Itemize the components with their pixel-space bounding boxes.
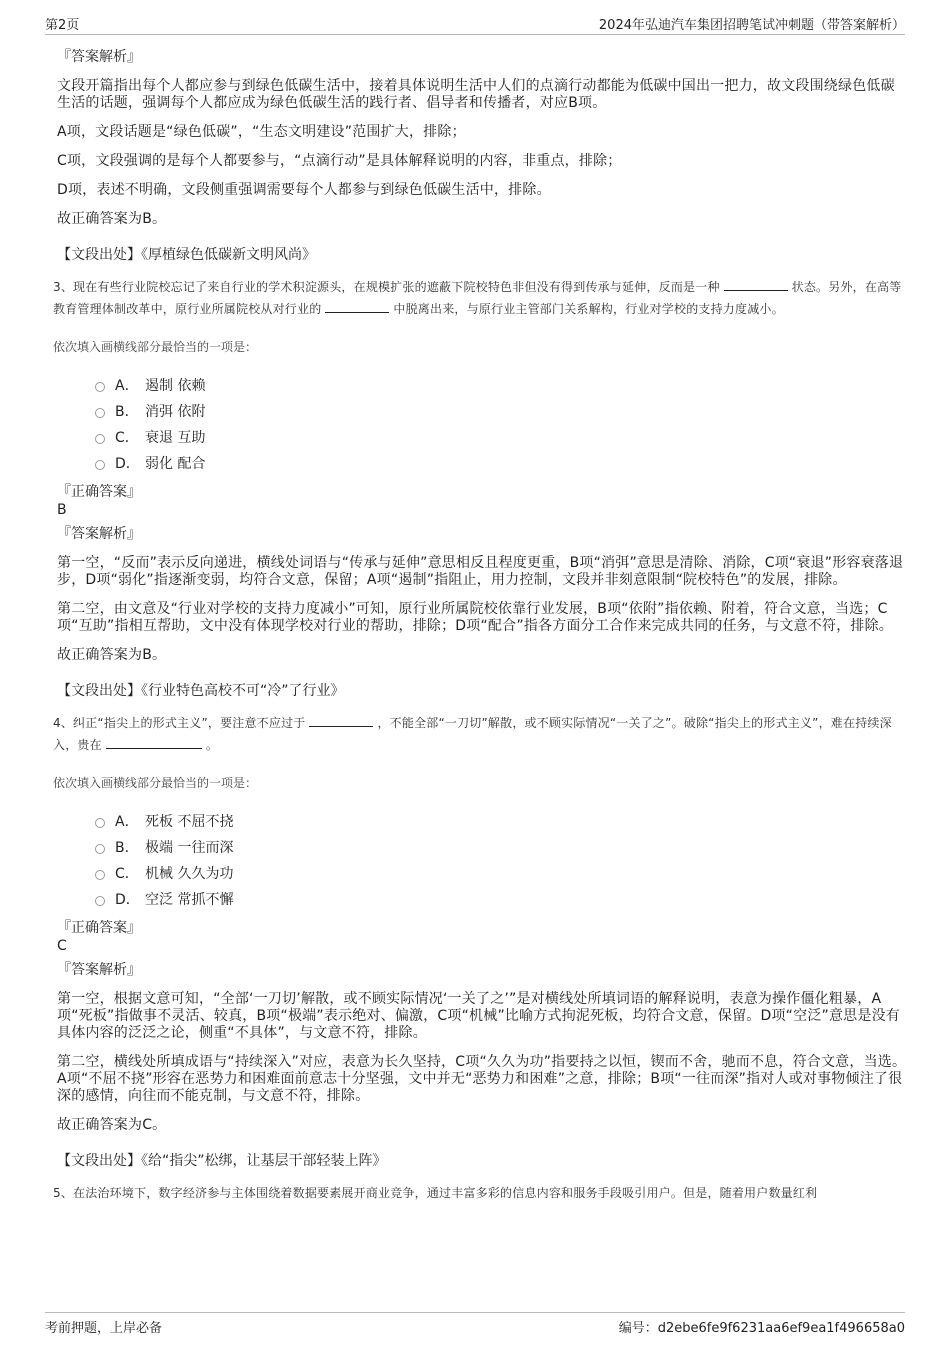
radio-icon[interactable] <box>95 896 105 906</box>
question-hint: 依次填入画横线部分最恰当的一项是： <box>53 340 258 354</box>
page-header <box>45 14 905 35</box>
fill-blank <box>309 714 373 727</box>
fill-blank <box>724 278 788 291</box>
analysis-paragraph: 第一空，根据文意可知，“全部‘一刀切’解散，或不顾实际情况‘一关了之’”是对横线处所填词语的解释说明，表意为操作僵化粗暴，A项“死板”指做事不灵活、较真，B项“极端”表示绝对、偏激，C项“机械”比喻方式拘泥死板，均符合文意，保留。D项“空泛”意思是没有具体内容的泛泛之论，侧重“不具体”，与文意不符，排除。 <box>57 991 900 1041</box>
answer-tag: 『正确答案』 <box>57 920 141 936</box>
option-letter: D． <box>115 456 140 472</box>
source-citation: 【文段出处】《厚植绿色低碳新文明风尚》 <box>57 247 316 263</box>
analysis-paragraph: A项，文段话题是“绿色低碳”，“生态文明建设”范围扩大，排除； <box>57 124 466 140</box>
question-4-stem <box>53 712 908 756</box>
radio-icon[interactable] <box>95 434 105 444</box>
page-number: 第2页 <box>45 18 80 33</box>
question-4-options <box>95 809 908 913</box>
conclusion: 故正确答案为B。 <box>57 211 167 227</box>
page-footer <box>45 1312 905 1337</box>
option-letter: A． <box>115 814 139 830</box>
option-text: 机械 久久为功 <box>145 866 234 882</box>
option-text: 弱化 配合 <box>145 456 206 472</box>
question-3-options <box>95 373 908 477</box>
option-letter: C． <box>115 866 139 882</box>
option-text: 死板 不屈不挠 <box>145 814 234 830</box>
question-hint: 依次填入画横线部分最恰当的一项是： <box>53 776 258 790</box>
answer-value: C <box>57 938 67 954</box>
option-letter: D． <box>115 892 140 908</box>
analysis-tag: 『答案解析』 <box>57 49 141 65</box>
analysis-paragraph: C项，文段强调的是每个人都要参与，“点滴行动”是具体解释说明的内容，非重点，排除； <box>57 153 622 169</box>
page-content <box>53 42 908 1204</box>
option-text: 消弭 依附 <box>145 404 206 420</box>
option-text: 极端 一往而深 <box>145 840 234 856</box>
fill-blank <box>106 736 202 749</box>
document-id: 编号：d2ebe6fe9f6231aa6ef9ea1f496658a0 <box>618 1321 905 1336</box>
option-letter: C． <box>115 430 139 446</box>
document-title: 2024年弘迪汽车集团招聘笔试冲刺题（带答案解析） <box>598 18 905 33</box>
option-a[interactable] <box>95 809 908 835</box>
source-citation: 【文段出处】《给“指尖”松绑，让基层干部轻装上阵》 <box>57 1153 387 1169</box>
radio-icon[interactable] <box>95 844 105 854</box>
radio-icon[interactable] <box>95 870 105 880</box>
option-a[interactable] <box>95 373 908 399</box>
answer-tag: 『正确答案』 <box>57 484 141 500</box>
stem-part: ，不能全部“一刀切”解散，或不顾实际情况“一关了之”。破除“指尖上的形式主义”，难在持续深入，贵在 <box>53 716 892 752</box>
analysis-paragraph: 第二空，由文意及“行业对学校的支持力度减小”可知，原行业所属院校依靠行业发展，B项“依附”指依赖、附着，符合文意，当选；C项“互助”指相互帮助，文中没有体现学校对行业的帮助，排除；D项“配合”指各方面分工合作来完成共同的任务，与文意不符，排除。 <box>57 601 893 634</box>
analysis-paragraph: 第一空，“反而”表示反向递进，横线处词语与“传承与延伸”意思相反且程度更重，B项“消弭”意思是清除、消除，C项“衰退”形容衰落退步，D项“弱化”指逐渐变弱，均符合文意，保留；A项“遏制”指阻止，用力控制，文段并非刻意限制“院校特色”的发展，排除。 <box>57 555 904 588</box>
radio-icon[interactable] <box>95 382 105 392</box>
analysis-paragraph: 文段开篇指出每个人都应参与到绿色低碳生活中，接着具体说明生活中人们的点滴行动都能为低碳中国出一把力，故文段围绕绿色低碳生活的话题，强调每个人都应成为绿色低碳生活的践行者、倡导者和传播者，对应B项。 <box>57 78 895 111</box>
option-c[interactable] <box>95 861 908 887</box>
stem-part: 3、现在有些行业院校忘记了来自行业的学术积淀源头，在规模扩张的遮蔽下院校特色非但没有得到传承与延伸，反而是一种 <box>53 280 720 294</box>
analysis-tag: 『答案解析』 <box>57 526 141 542</box>
stem-part: 中脱离出来，与原行业主管部门关系解构，行业对学校的支持力度减小。 <box>393 302 784 316</box>
stem-part: 。 <box>205 738 219 752</box>
option-text: 遏制 依赖 <box>145 378 206 394</box>
question-5-stem: 5、在法治环境下，数字经济参与主体围绕着数据要素展开商业竞争，通过丰富多彩的信息内容和服务手段吸引用户。但是，随着用户数量红利 <box>53 1186 818 1200</box>
option-text: 空泛 常抓不懈 <box>145 892 234 908</box>
option-text: 衰退 互助 <box>145 430 206 446</box>
conclusion: 故正确答案为B。 <box>57 647 167 663</box>
analysis-paragraph: D项，表述不明确，文段侧重强调需要每个人都参与到绿色低碳生活中，排除。 <box>57 182 551 198</box>
answer-value: B <box>57 502 67 518</box>
conclusion: 故正确答案为C。 <box>57 1117 167 1133</box>
option-d[interactable] <box>95 887 908 913</box>
footer-slogan: 考前押题，上岸必备 <box>45 1321 163 1336</box>
radio-icon[interactable] <box>95 408 105 418</box>
option-c[interactable] <box>95 425 908 451</box>
option-letter: B． <box>115 404 139 420</box>
option-letter: A． <box>115 378 139 394</box>
radio-icon[interactable] <box>95 460 105 470</box>
fill-blank <box>325 300 389 313</box>
question-3-stem <box>53 276 908 320</box>
stem-part: 状态。另外，在高等教育管理体制改革中，原行业所属院校从对行业的 <box>53 280 902 316</box>
source-citation: 【文段出处】《行业特色高校不可“冷”了行业》 <box>57 683 345 699</box>
option-letter: B． <box>115 840 139 856</box>
stem-part: 4、纠正“指尖上的形式主义”，要注意不应过于 <box>53 716 306 730</box>
radio-icon[interactable] <box>95 818 105 828</box>
analysis-tag: 『答案解析』 <box>57 962 141 978</box>
option-b[interactable] <box>95 835 908 861</box>
analysis-paragraph: 第二空，横线处所填成语与“持续深入”对应，表意为长久坚持，C项“久久为功”指要持之以恒，锲而不舍，驰而不息，符合文意，当选。A项“不屈不挠”形容在恶势力和困难面前意志十分坚强，文中并无“恶势力和困难”之意，排除；B项“一往而深”指对人或对事物倾注了很深的感情，向往而不能克制，与文意不符，排除。 <box>57 1054 907 1104</box>
option-d[interactable] <box>95 451 908 477</box>
option-b[interactable] <box>95 399 908 425</box>
